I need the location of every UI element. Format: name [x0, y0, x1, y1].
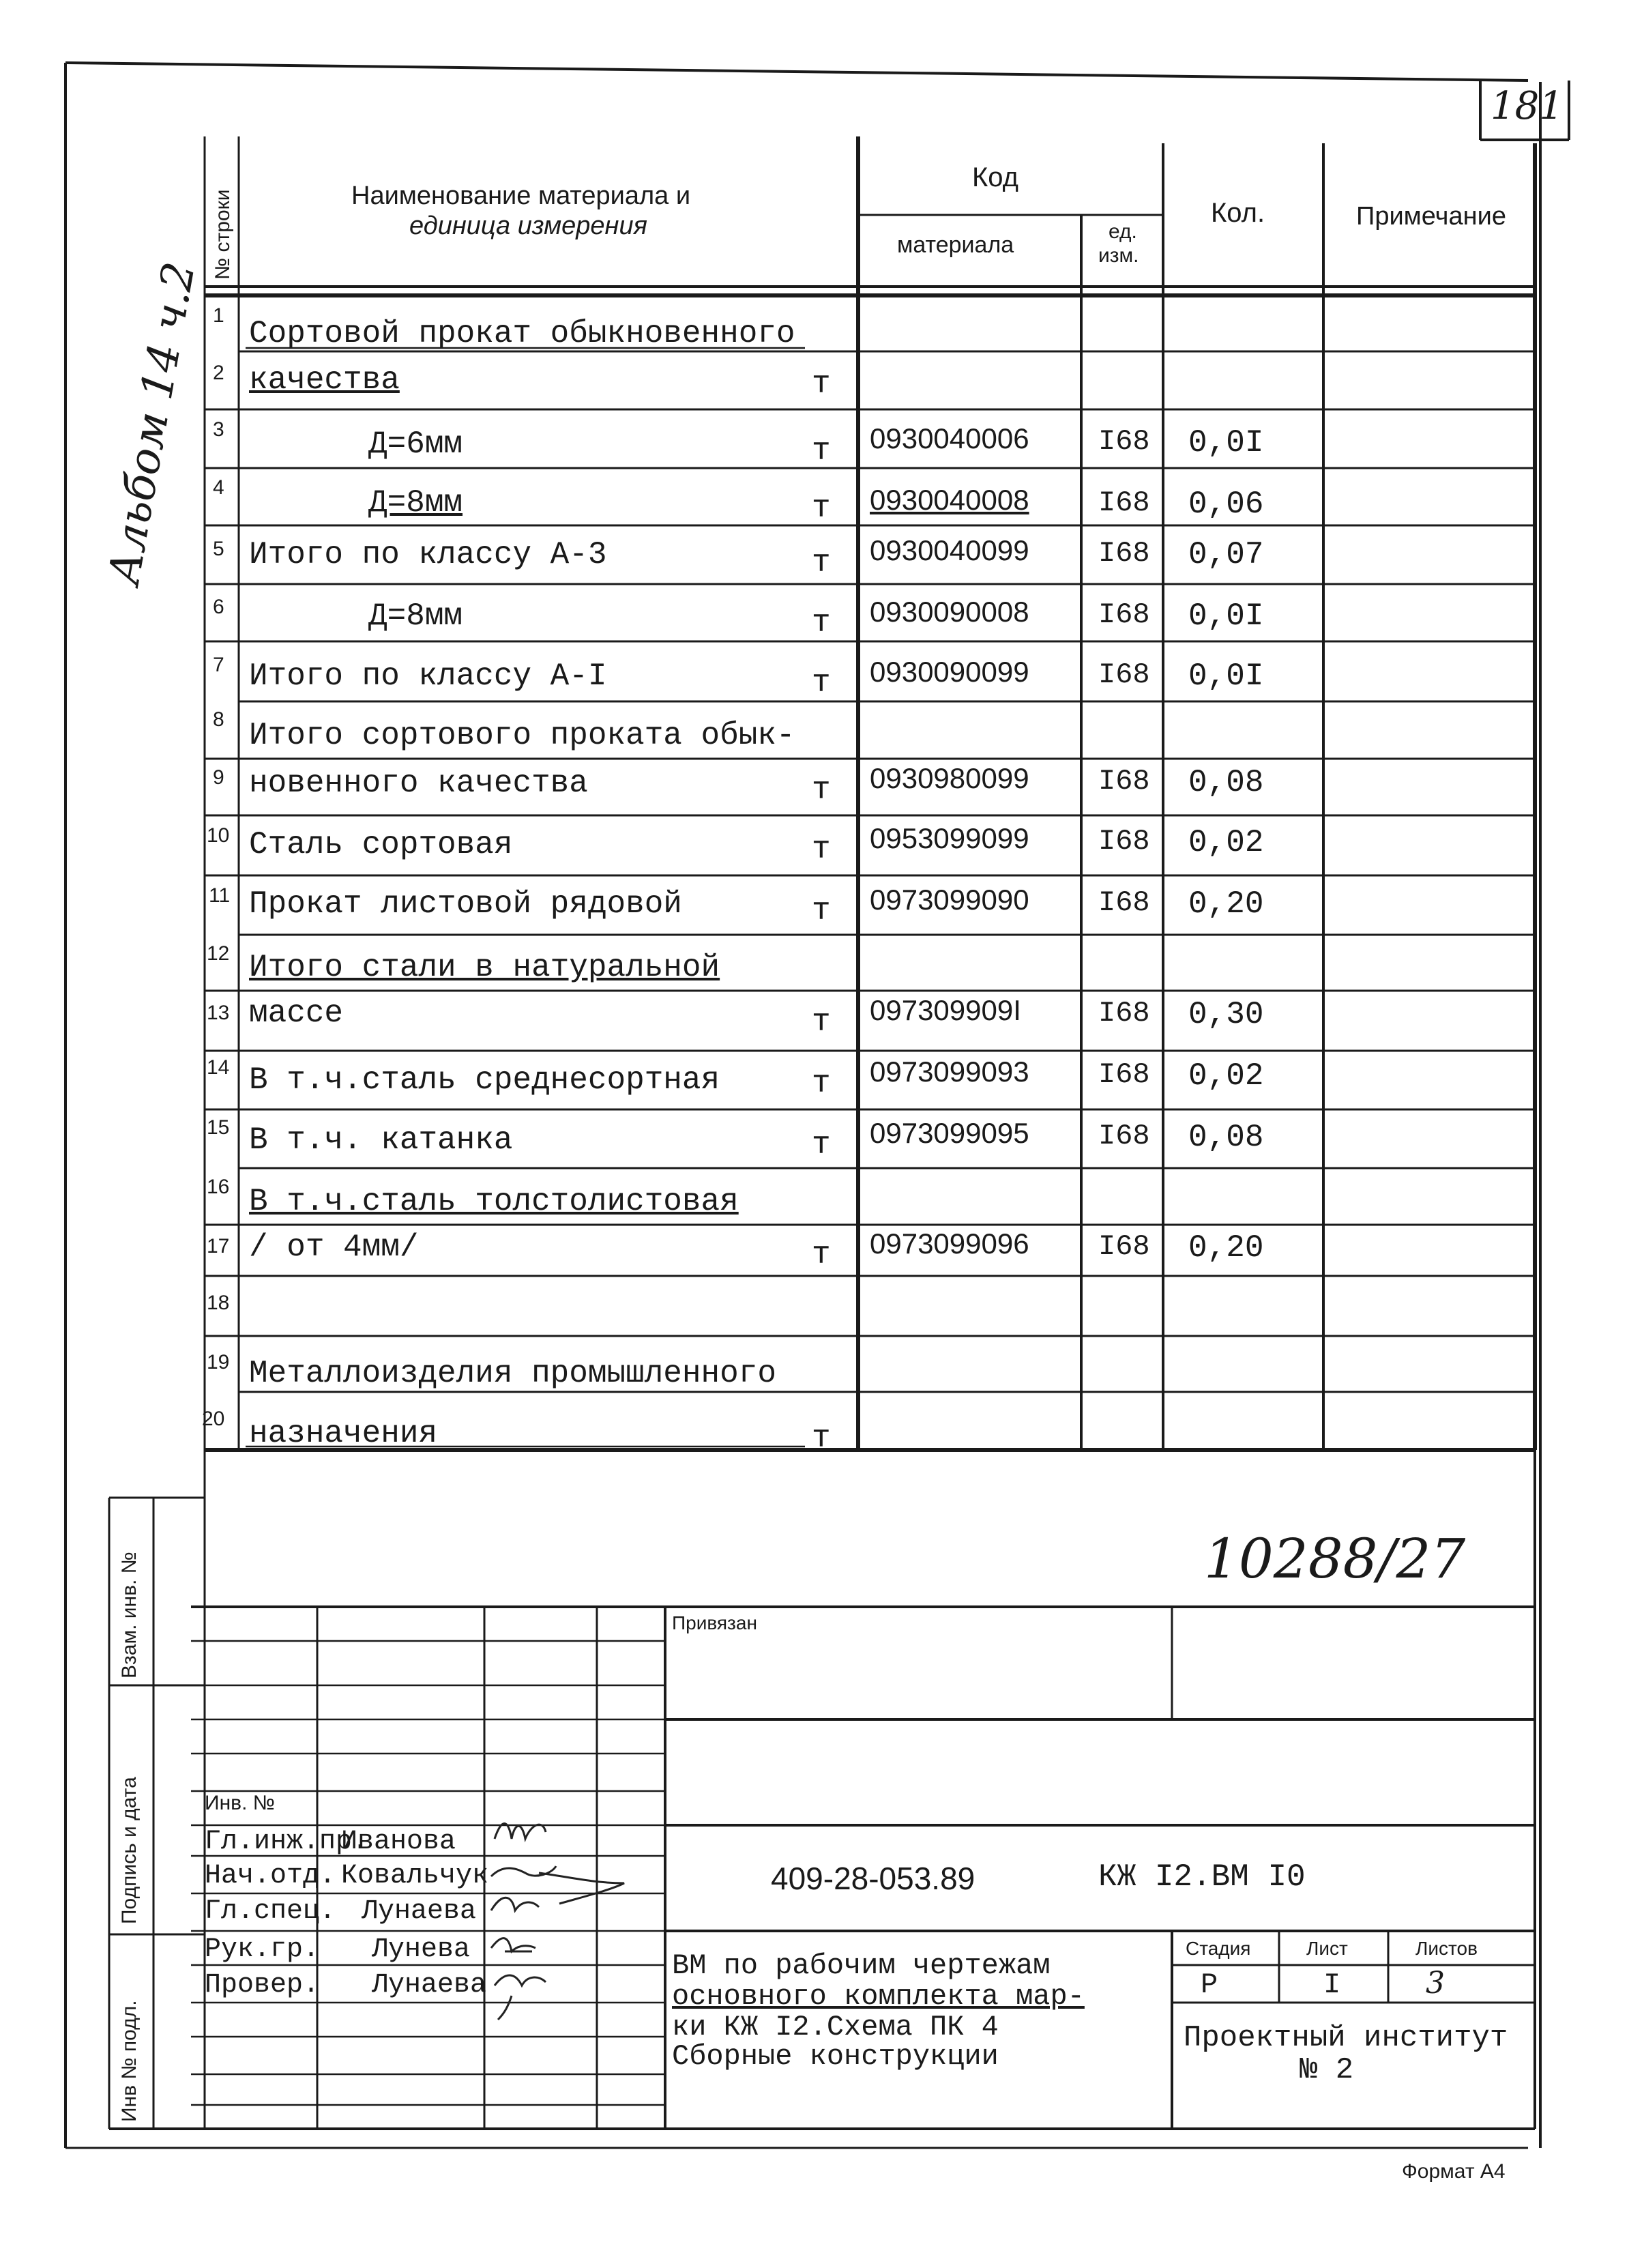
- row-number: 5: [213, 538, 224, 560]
- row-number: 2: [213, 362, 224, 384]
- row-unit-code: I68: [1098, 1120, 1150, 1152]
- row-name: Д=8мм: [368, 598, 463, 634]
- row-number: 17: [207, 1235, 230, 1257]
- stamp-sheet: I: [1323, 1968, 1341, 2001]
- row-material-code: 0930040006: [870, 422, 1029, 454]
- row-name: назначения: [249, 1416, 438, 1451]
- row-number: 1: [213, 304, 224, 327]
- row-number: 12: [207, 942, 230, 965]
- row-unit-code: I68: [1098, 886, 1150, 919]
- stamp-sheets-label: Листов: [1415, 1938, 1478, 1959]
- row-name: В т.ч.сталь толстолистовая: [249, 1184, 739, 1219]
- row-qty: 0,08: [1188, 1120, 1264, 1155]
- row-unit: т: [812, 1127, 831, 1163]
- row-unit: т: [812, 1237, 831, 1273]
- signer-name: Лунаева: [372, 1970, 487, 2001]
- stamp-title-line1: ВМ по рабочим чертежам: [672, 1949, 1051, 1982]
- stamp-org-line1: Проектный институт: [1184, 2021, 1508, 2055]
- row-material-code: 0953099099: [870, 822, 1029, 854]
- row-name: Д=6мм: [368, 426, 463, 462]
- signer-role: Провер.: [205, 1970, 320, 2001]
- row-unit-code: I68: [1098, 1058, 1150, 1091]
- row-name: Итого стали в натуральной: [249, 950, 720, 985]
- row-qty: 0,20: [1188, 1230, 1264, 1266]
- row-unit: т: [812, 605, 831, 641]
- album-note: Альбом 14 ч.2: [99, 258, 205, 588]
- row-name: Д=8мм: [368, 485, 463, 521]
- row-qty: 0,30: [1188, 997, 1264, 1032]
- sheet-number: 181: [1491, 84, 1564, 128]
- header-unit-line1: ед.: [1109, 220, 1137, 243]
- row-unit-code: I68: [1098, 997, 1150, 1030]
- signer-role: Рук.гр.: [205, 1934, 320, 1965]
- header-qty: Кол.: [1211, 198, 1265, 228]
- stamp-doc-code: 409-28-053.89: [771, 1861, 975, 1896]
- row-name: Сортовой прокат обыкновенного: [249, 316, 795, 351]
- row-number: 15: [207, 1116, 230, 1139]
- row-number: 11: [209, 884, 231, 907]
- row-name: новенного качества: [249, 766, 588, 801]
- row-name: Сталь сортовая: [249, 827, 513, 862]
- row-number: 14: [207, 1056, 230, 1079]
- header-name-line1: Наименование материала и: [351, 181, 691, 210]
- registration-number: 10288/27: [1204, 1527, 1466, 1590]
- signer-name: Ковальчук: [341, 1861, 489, 1891]
- stamp-title-line3: ки КЖ I2.Схема ПК 4: [672, 2011, 999, 2044]
- stamp-doc-mark: КЖ I2.ВМ I0: [1098, 1859, 1306, 1895]
- header-material: материала: [897, 232, 1014, 258]
- row-material-code: 0973099095: [870, 1117, 1029, 1149]
- row-number: 3: [213, 418, 224, 441]
- signer-role: Гл.спец.: [205, 1896, 336, 1927]
- row-material-code: 0930040008: [870, 484, 1029, 516]
- row-qty: 0,02: [1188, 1058, 1264, 1094]
- row-name: Итого сортового проката обык-: [249, 718, 795, 753]
- row-number: 10: [207, 824, 230, 847]
- row-unit: т: [812, 433, 831, 469]
- row-unit: т: [812, 665, 831, 701]
- row-qty: 0,20: [1188, 886, 1264, 922]
- row-qty: 0,02: [1188, 825, 1264, 860]
- header-name-line2: единица измерения: [409, 212, 647, 240]
- row-qty: 0,0I: [1188, 598, 1264, 634]
- row-unit: т: [812, 893, 831, 929]
- signer-name: Иванова: [341, 1827, 456, 1857]
- row-unit: т: [812, 1421, 831, 1456]
- row-number: 19: [207, 1351, 230, 1373]
- row-number: 8: [213, 708, 224, 731]
- header-row-no: № строки: [211, 189, 234, 280]
- row-number: 20: [202, 1408, 225, 1430]
- row-qty: 0,06: [1188, 486, 1264, 522]
- stamp-sheet-label: Лист: [1306, 1938, 1348, 1959]
- row-qty: 0,08: [1188, 765, 1264, 800]
- row-material-code: 0930980099: [870, 762, 1029, 794]
- row-unit-code: I68: [1098, 1230, 1150, 1263]
- row-name: / от 4мм/: [249, 1230, 419, 1265]
- row-name: В т.ч.сталь среднесортная: [249, 1062, 720, 1098]
- row-unit-code: I68: [1098, 825, 1150, 858]
- row-material-code: 0930090008: [870, 596, 1029, 628]
- row-unit-code: I68: [1098, 598, 1150, 631]
- header-unit-line2: изм.: [1098, 244, 1139, 267]
- row-name: качества: [249, 362, 400, 398]
- row-name: Итого по классу А-I: [249, 658, 607, 694]
- stamp-stage-label: Стадия: [1186, 1938, 1251, 1959]
- row-qty: 0,0I: [1188, 425, 1264, 461]
- row-unit: т: [812, 366, 831, 402]
- row-unit-code: I68: [1098, 658, 1150, 691]
- side-label-podpis: Подпись и дата: [118, 1777, 141, 1924]
- row-material-code: 0973099093: [870, 1056, 1029, 1088]
- signer-name: Лунева: [372, 1934, 471, 1965]
- row-number: 9: [213, 766, 224, 789]
- row-number: 13: [207, 1002, 230, 1024]
- row-number: 16: [207, 1176, 230, 1198]
- row-material-code: 0930090099: [870, 656, 1029, 688]
- row-unit: т: [812, 772, 831, 808]
- row-unit: т: [812, 491, 831, 526]
- stamp-org-line2: № 2: [1300, 2053, 1354, 2087]
- header-note: Примечание: [1356, 202, 1506, 231]
- row-name: Итого по классу А-3: [249, 537, 607, 572]
- signer-role: Гл.инж.пр.: [205, 1827, 369, 1857]
- row-unit: т: [812, 1004, 831, 1040]
- format-label: Формат А4: [1402, 2160, 1506, 2183]
- row-material-code: 0973099090: [870, 884, 1029, 916]
- row-qty: 0,07: [1188, 537, 1264, 572]
- signer-name: Лунаева: [362, 1896, 477, 1927]
- stamp-title-line2: основного комплекта мар-: [672, 1980, 1085, 2013]
- row-unit-code: I68: [1098, 537, 1150, 570]
- row-unit-code: I68: [1098, 425, 1150, 458]
- row-unit-code: I68: [1098, 486, 1150, 519]
- side-label-inv-podl: Инв № подл.: [118, 2000, 141, 2122]
- row-number: 18: [207, 1292, 230, 1314]
- row-name: массе: [249, 995, 344, 1031]
- header-code: Код: [972, 162, 1019, 192]
- stamp-stage: Р: [1201, 1968, 1218, 2001]
- row-unit: т: [812, 1066, 831, 1101]
- row-unit-code: I68: [1098, 765, 1150, 798]
- stamp-privyazan: Привязан: [672, 1612, 757, 1633]
- row-name: Металлоизделия промышленного: [249, 1356, 776, 1391]
- row-unit: т: [812, 832, 831, 867]
- row-number: 7: [213, 654, 224, 676]
- row-material-code: 0930040099: [870, 534, 1029, 566]
- row-qty: 0,0I: [1188, 658, 1264, 694]
- row-number: 6: [213, 596, 224, 618]
- stamp-title-line4: Сборные конструкции: [672, 2040, 999, 2073]
- row-material-code: 0973099096: [870, 1227, 1029, 1260]
- row-unit: т: [812, 545, 831, 581]
- row-number: 4: [213, 476, 224, 499]
- row-name: В т.ч. катанка: [249, 1122, 513, 1158]
- stamp-inv-no: Инв. №: [205, 1792, 275, 1814]
- side-label-vzam: Взам. инв. №: [118, 1552, 141, 1678]
- row-name: Прокат листовой рядовой: [249, 886, 682, 922]
- signer-role: Нач.отд.: [205, 1861, 336, 1891]
- row-material-code: 097309909I: [870, 994, 1021, 1026]
- stamp-sheets: 3: [1426, 1966, 1445, 2001]
